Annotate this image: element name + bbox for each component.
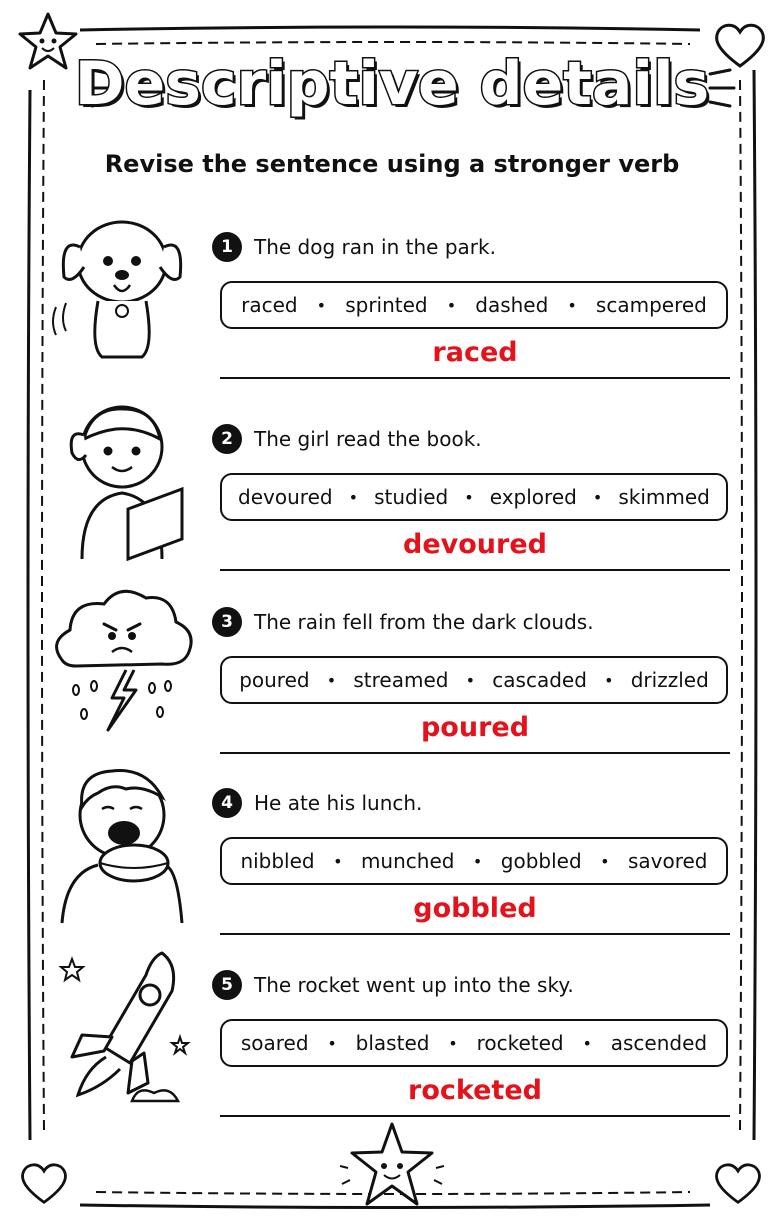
separator-dot: • bbox=[567, 295, 577, 315]
sentence-text: The dog ran in the park. bbox=[254, 235, 496, 259]
heart-icon bbox=[712, 1160, 764, 1206]
word-choice: savored bbox=[627, 849, 708, 873]
word-bank bbox=[220, 656, 728, 704]
word-choice: cascaded bbox=[492, 668, 587, 692]
word-choice: nibbled bbox=[240, 849, 315, 873]
heart-icon bbox=[18, 1160, 70, 1206]
item-number: 4 bbox=[212, 788, 242, 818]
separator-dot: • bbox=[448, 1033, 458, 1053]
separator-dot: • bbox=[446, 295, 457, 315]
answer-text[interactable]: poured bbox=[420, 712, 530, 743]
word-choice: ascended bbox=[610, 1031, 708, 1055]
puppy-icon bbox=[42, 207, 202, 377]
word-choice: explored bbox=[489, 485, 577, 509]
sentence-text: He ate his lunch. bbox=[254, 791, 423, 815]
separator-dot: • bbox=[582, 1033, 592, 1053]
separator-dot: • bbox=[464, 487, 474, 507]
word-choice: blasted bbox=[355, 1031, 430, 1055]
word-choice: rocketed bbox=[476, 1031, 564, 1055]
word-bank bbox=[220, 473, 728, 521]
separator-dot: • bbox=[327, 1033, 337, 1053]
word-choice: poured bbox=[239, 668, 310, 692]
word-choice: devoured bbox=[238, 485, 333, 509]
exercise-item bbox=[0, 970, 784, 1160]
separator-dot: • bbox=[333, 851, 343, 871]
word-choice: gobbled bbox=[500, 849, 582, 873]
separator-dot: • bbox=[592, 487, 603, 507]
sentence-text: The rocket went up into the sky. bbox=[254, 973, 574, 997]
item-number: 1 bbox=[212, 232, 242, 262]
word-choice: streamed bbox=[353, 668, 449, 692]
item-number: 5 bbox=[212, 970, 242, 1000]
word-choice: dashed bbox=[475, 293, 549, 317]
storm-cloud-icon bbox=[42, 582, 202, 752]
instructions: Revise the sentence using a stronger verb bbox=[104, 150, 680, 178]
answer-line bbox=[220, 569, 730, 571]
answer-line bbox=[220, 1115, 730, 1117]
separator-dot: • bbox=[326, 670, 337, 690]
word-choice: munched bbox=[360, 849, 455, 873]
word-bank bbox=[220, 1019, 728, 1067]
answer-text[interactable]: raced bbox=[432, 337, 518, 368]
word-bank bbox=[220, 281, 728, 329]
answer-line bbox=[220, 377, 730, 379]
sentence-text: The girl read the book. bbox=[254, 427, 482, 451]
rocket-icon bbox=[42, 945, 202, 1115]
answer-text[interactable]: rocketed bbox=[408, 1075, 542, 1106]
item-number: 3 bbox=[212, 607, 242, 637]
answer-text[interactable]: devoured bbox=[403, 529, 547, 560]
girl-reading-icon bbox=[42, 399, 202, 569]
word-choice: scampered bbox=[595, 293, 707, 317]
item-number: 2 bbox=[212, 424, 242, 454]
separator-dot: • bbox=[472, 851, 483, 871]
exercise-item bbox=[0, 232, 784, 422]
answer-line bbox=[220, 752, 730, 754]
word-choice: skimmed bbox=[618, 485, 710, 509]
page-title: Descriptive details bbox=[74, 49, 710, 119]
separator-dot: • bbox=[316, 295, 327, 315]
boy-eating-icon bbox=[42, 763, 202, 933]
word-choice: studied bbox=[374, 485, 449, 509]
word-choice: sprinted bbox=[345, 293, 428, 317]
answer-line bbox=[220, 933, 730, 935]
separator-dot: • bbox=[465, 670, 476, 690]
word-choice: raced bbox=[241, 293, 298, 317]
sentence-text: The rain fell from the dark clouds. bbox=[254, 610, 594, 634]
word-choice: soared bbox=[240, 1031, 309, 1055]
word-bank bbox=[220, 837, 728, 885]
separator-dot: • bbox=[600, 851, 610, 871]
separator-dot: • bbox=[604, 670, 614, 690]
separator-dot: • bbox=[348, 487, 359, 507]
answer-text[interactable]: gobbled bbox=[413, 893, 537, 924]
word-choice: drizzled bbox=[630, 668, 709, 692]
